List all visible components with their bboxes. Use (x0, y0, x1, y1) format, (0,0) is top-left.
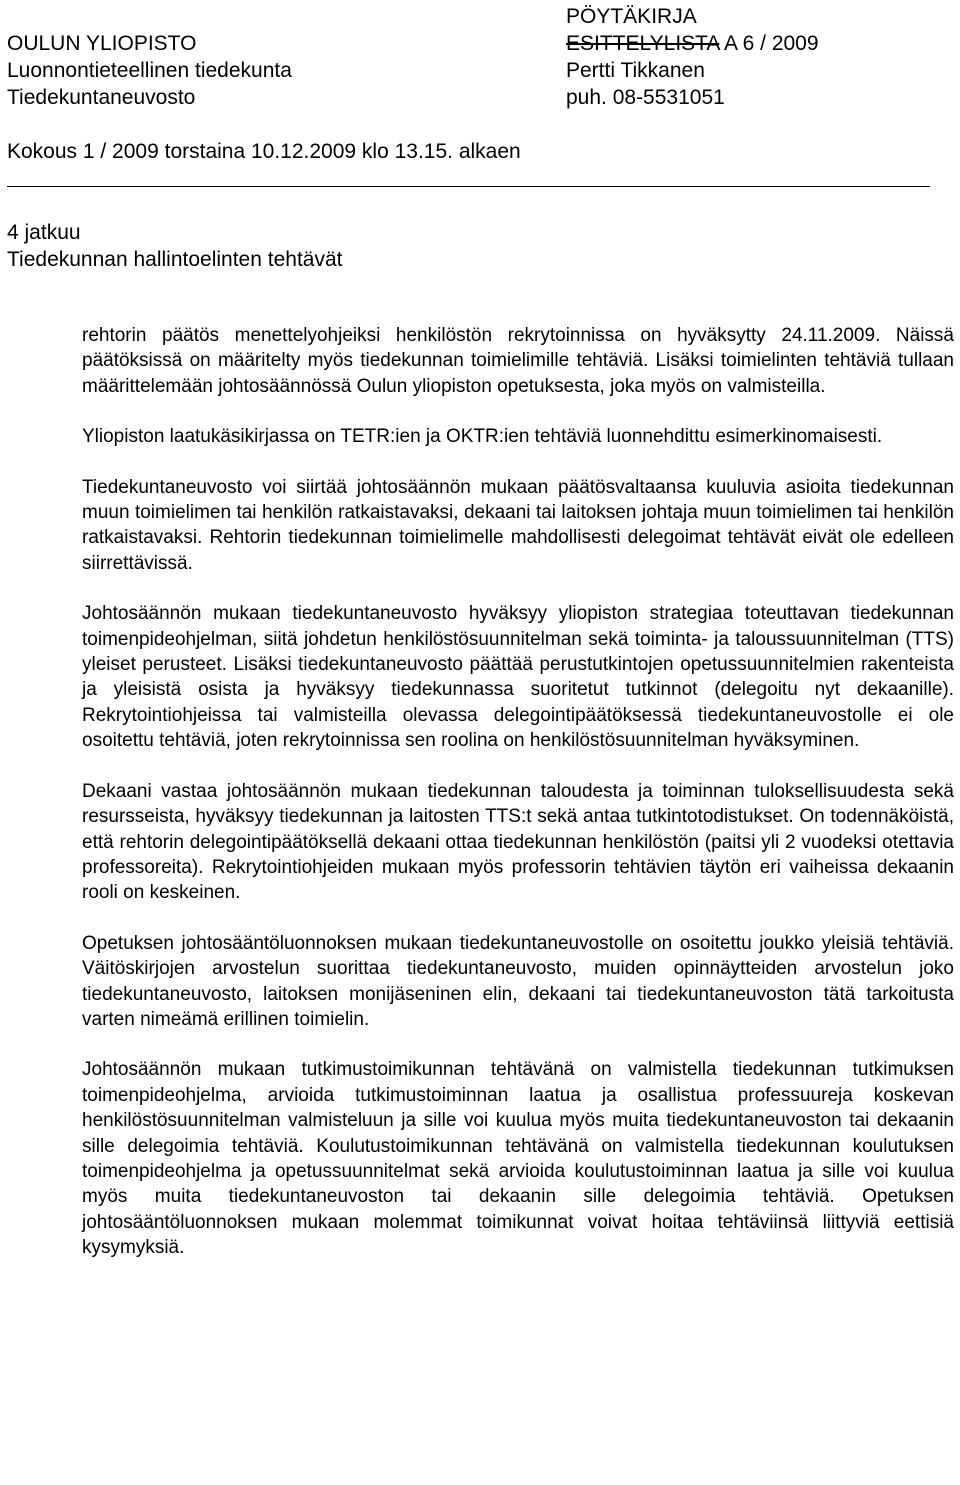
document-type: PÖYTÄKIRJA (566, 5, 697, 28)
header-left (7, 30, 292, 111)
faculty-name: Luonnontieteellinen tiedekunta (7, 59, 292, 82)
paragraph: Johtosäännön mukaan tiedekuntaneuvosto hyväksyy yliopiston strategiaa toteuttavan tiedekunnan toimenpideohjelman, siitä johdetun henkilöstösuunnitelman sekä toiminta- ja taloussuunnitelman (TTS) yleiset perusteet. Lisäksi tiedekuntaneuvosto päättää perustutkintojen opetussuunnitelmien rakenteista ja yleisistä osista ja hyväksyy tiedekunnassa suoritetut tutkinnot (delegoitu nyt dekaanille). Rekrytointiohjeissa tai valmisteilla olevassa delegointipäätöksessä tiedekuntaneuvostolle ei ole osoitettu tehtäviä, joten rekrytoinnissa sen roolina on henkilöstösuunnitelman hyväksyminen. (82, 603, 954, 752)
university-name: OULUN YLIOPISTO (7, 32, 197, 55)
presenter-list-reference (566, 30, 819, 57)
section-number: 4 jatkuu (7, 221, 81, 244)
section-title: Tiedekunnan hallintoelinten tehtävät (7, 248, 343, 271)
meeting-info: Kokous 1 / 2009 torstaina 10.12.2009 klo 13.15. alkaen (7, 140, 521, 163)
header-divider (7, 186, 930, 187)
section-heading (7, 219, 342, 273)
paragraph: Johtosäännön mukaan tutkimustoimikunnan tehtävänä on valmistella tiedekunnan tutkimuksen toimenpideohjelma, arvioida tutkimustoiminnan laatua ja osallistua professuureja koskevan henkilöstösuunnitelman valmisteluun ja sille voi kuulua myös muita tiedekuntaneuvoston tai dekaanin sille delegoimia tehtäviä. Koulutustoimikunnan tehtävänä on valmistella tiedekunnan koulutuksen toimenpideohjelma ja opetussuunnitelmat sekä arvioida koulutustoiminnan laatua ja sille voi kuulua myös muita tiedekuntaneuvoston tai dekaanin sille delegoimia tehtäviä. Opetuksen johtosääntöluonnoksen mukaan molemmat toimikunnat voivat hoitaa tehtäviinsä liittyviä eettisiä kysymyksiä. (82, 1059, 954, 1259)
paragraph: Dekaani vastaa johtosäännön mukaan tiedekunnan taloudesta ja toiminnan tuloksellisuudesta sekä resursseista, hyväksyy tiedekunnan ja laitosten TTS:t sekä antaa tutkintotodistukset. On todennäköistä, että rehtorin delegointipäätöksellä dekaani ottaa tiedekunnan henkilöstön (paitsi yli 2 vuodeksi otettavia professoreita). Rekrytointiohjeiden mukaan myös professorin tehtävien täytön eri vaiheissa dekaanin rooli on keskeinen. (82, 780, 954, 904)
paragraph: Opetuksen johtosääntöluonnoksen mukaan tiedekuntaneuvostolle on osoitettu joukko yleisiä tehtäviä. Väitöskirjojen arvostelun suorittaa tiedekuntaneuvosto, muiden opinnäytteiden arvostelun joko tiedekuntaneuvosto, laitoksen monijäseninen elin, dekaani tai tiedekuntaneuvoston tätä tarkoitusta varten nimeämä erillinen toimielin. (82, 932, 954, 1030)
council-name: Tiedekuntaneuvosto (7, 86, 196, 109)
presenter-name: Pertti Tikkanen (566, 59, 705, 82)
paragraph: Yliopiston laatukäsikirjassa on TETR:ien ja OKTR:ien tehtäviä luonnehdittu esimerkinomaisesti. (82, 426, 883, 448)
body-text (82, 323, 954, 1286)
presenter-list-number: A 6 / 2009 (719, 32, 819, 55)
paragraph: Tiedekuntaneuvosto voi siirtää johtosäännön mukaan päätösvaltaansa kuuluvia asioita tiedekunnan muun toimielimen tai henkilön ratkaistavaksi, dekaani tai laitoksen johtaja muun toimielimen tai henkilön ratkaistavaksi. Rehtorin tiedekunnan toimielimelle mahdollisesti delegoimat tehtävät eivät ole edelleen siirrettävissä. (82, 476, 954, 574)
presenter-list-word: ESITTELYLISTA (566, 32, 720, 55)
presenter-phone: puh. 08-5531051 (566, 86, 725, 109)
paragraph: rehtorin päätös menettelyohjeiksi henkilöstön rekrytoinnissa on hyväksytty 24.11.2009. Näissä päätöksissä on määritelty myös tiedekunnan toimielimille tehtäviä. Lisäksi toimielinten tehtäviä tullaan määrittelemään johtosäännössä Oulun yliopiston opetuksesta, joka myös on valmisteilla. (82, 325, 954, 397)
header-right (566, 3, 819, 111)
